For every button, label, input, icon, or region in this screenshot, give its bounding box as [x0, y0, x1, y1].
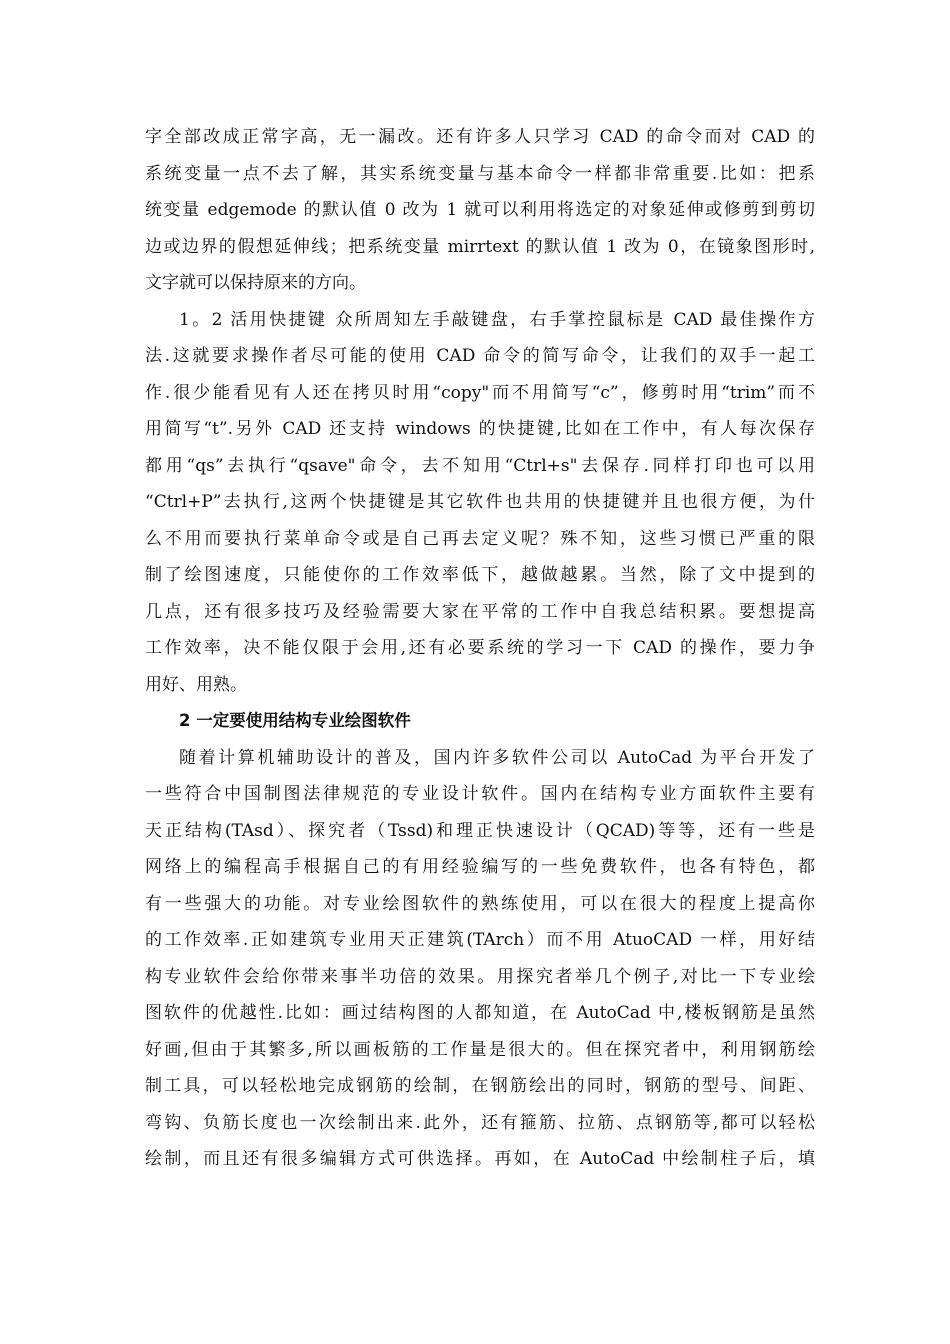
text-line: 文字就可以保持原来的方向。 [145, 273, 366, 293]
text-line: 都用“qs”去执行“qsave"命令，去不知用“Ctrl+s"去保存.同样打印也可以用 [145, 455, 815, 476]
text-line: 天正结构(TAsd）、探究者（Tssd)和理正快速设计（QCAD)等等，还有一些是 [145, 820, 815, 841]
section-heading: 2 一定要使用结构专业绘图软件 [179, 711, 411, 730]
text-line: 的工作效率.正如建筑专业用天正建筑(TArch）而不用 AtuoCAD 一样，用好结 [145, 930, 815, 950]
text-line: 几点，还有很多技巧及经验需要大家在平常的工作中自我总结积累。要想提高 [145, 601, 815, 622]
text-line: 好画,但由于其繁多,所以画板筋的工作量是很大的。但在探究者中，利用钢筋绘 [145, 1039, 815, 1060]
text-line: 用好、用熟。 [145, 674, 247, 695]
text-line: 用简写“t”.另外 CAD 还支持 windows 的快捷键,比如在工作中，有人每次保存 [145, 419, 815, 439]
text-line: 么不用而要执行菜单命令或是自己再去定义呢？殊不知，这些习惯已严重的限 [145, 528, 815, 549]
text-line: 有一些强大的功能。对专业绘图软件的熟练使用，可以在很大的程度上提高你 [145, 893, 815, 914]
text-line: 绘制，而且还有很多编辑方式可供选择。再如，在 AutoCad 中绘制柱子后，填 [145, 1149, 815, 1169]
text-line: 随着计算机辅助设计的普及，国内许多软件公司以 AutoCad 为平台开发了 [179, 747, 815, 768]
text-line: 法.这就要求操作者尽可能的使用 CAD 命令的简写命令，让我们的双手一起工 [145, 346, 815, 366]
text-line: 字全部改成正常字高，无一漏改。还有许多人只学习 CAD 的命令而对 CAD 的 [145, 127, 815, 147]
text-line: 网络上的编程高手根据自己的有用经验编写的一些免费软件，也各有特色，都 [145, 857, 815, 877]
text-line: 弯钩、负筋长度也一次绘制出来.此外，还有箍筋、拉筋、点钢筋等,都可以轻松 [145, 1112, 815, 1133]
text-line: 构专业软件会给你带来事半功倍的效果。用探究者举几个例子,对比一下专业绘 [145, 966, 815, 987]
text-line: 1。2 活用快捷键 众所周知左手敲键盘，右手掌控鼠标是 CAD 最佳操作方 [179, 309, 815, 330]
text-line: 统变量 edgemode 的默认值 0 改为 1 就可以利用将选定的对象延伸或修剪到剪切 [145, 200, 815, 220]
text-line: 图软件的优越性.比如：画过结构图的人都知道，在 AutoCad 中,楼板钢筋是虽然 [145, 1003, 815, 1023]
text-line: 系统变量一点不去了解，其实系统变量与基本命令一样都非常重要.比如：把系 [145, 163, 815, 184]
text-line: 工作效率，决不能仅限于会用,还有必要系统的学习一下 CAD 的操作，要力争 [145, 638, 815, 658]
text-line: 边或边界的假想延伸线；把系统变量 mirrtext 的默认值 1 改为 0，在镜象图形时, [145, 236, 815, 257]
text-line: 制工具，可以轻松地完成钢筋的绘制，在钢筋绘出的同时，钢筋的型号、间距、 [145, 1076, 815, 1096]
text-line: 制了绘图速度，只能使你的工作效率低下，越做越累。当然，除了文中提到的 [145, 565, 815, 585]
body-text [145, 119, 815, 1178]
text-line: 作.很少能看见有人还在拷贝时用“copy"而不用简写“c”，修剪时用“trim”而不 [145, 382, 815, 403]
text-line: 一些符合中国制图法律规范的专业设计软件。国内在结构专业方面软件主要有 [145, 784, 815, 804]
text-line: “Ctrl+P”去执行,这两个快捷键是其它软件也共用的快捷键并且也很方便，为什 [145, 492, 815, 512]
